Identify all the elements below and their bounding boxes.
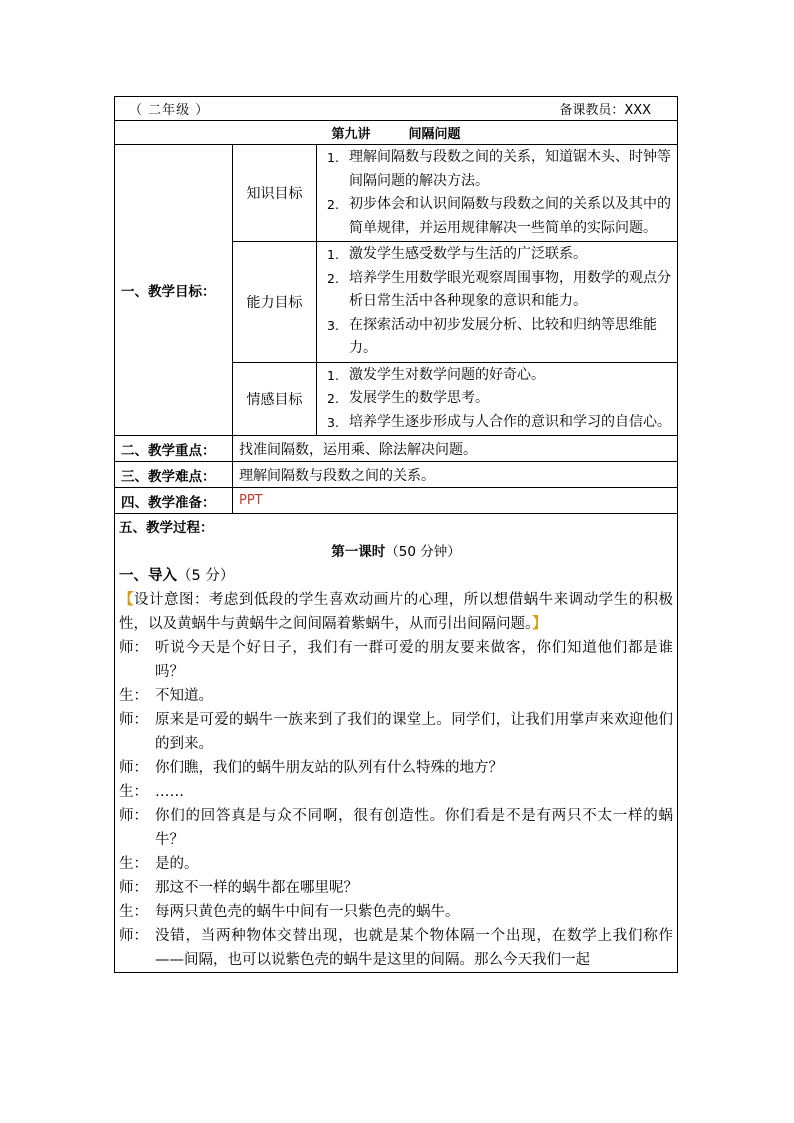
list-item: 1. 激发学生感受数学与生活的广泛联系。: [327, 246, 587, 262]
lesson-period: 第一课时: [331, 544, 386, 560]
list-item: 3. 培养学生逐步形成与人合作的意识和学习的自信心。: [327, 413, 671, 430]
goal-row-knowledge: [115, 145, 678, 242]
key-point-label: 二、教学重点：: [115, 436, 233, 462]
dialogue-line: [119, 684, 673, 708]
dialogue-text: 不知道。: [155, 688, 213, 704]
dialogue-line: [119, 900, 673, 924]
dialogue-line: [119, 780, 673, 804]
process-label: 五、教学过程：: [119, 520, 214, 536]
difficulty-label: 三、教学难点：: [115, 462, 233, 488]
speaker-label: 师：: [119, 928, 148, 944]
speaker-label: 师：: [119, 760, 148, 776]
list-item: 3. 在探索活动中初步发展分析、比较和归纳等思维能力。: [327, 316, 657, 356]
knowledge-goal-cell: [317, 145, 678, 242]
list-item: 2. 发展学生的数学思考。: [327, 390, 489, 406]
grade-label: （ 二年级 ）: [129, 103, 210, 118]
title-row: [115, 121, 678, 145]
design-intent-text: 设计意图：考虑到低段的学生喜欢动画片的心理，所以想借蜗牛来调动学生的积极性，以及黄蜗牛与黄蜗牛之间间隔着紫蜗牛，从而引出间隔问题。: [119, 592, 674, 632]
speaker-label: 师：: [119, 712, 148, 728]
key-point-row: [115, 436, 678, 462]
preparation-value: PPT: [233, 488, 678, 514]
dialogue-list: [119, 636, 673, 972]
emotion-goal-label: 情感目标: [233, 362, 317, 436]
list-item: 2. 培养学生用数学眼光观察周围事物，用数学的观点分析日常生活中各种现象的意识和能力。: [327, 269, 671, 309]
dialogue-line: [119, 708, 673, 756]
key-point-value: 找准间隔数，运用乘、除法解决问题。: [233, 436, 678, 462]
teacher-label: 备课教员：XXX: [559, 103, 652, 118]
dialogue-text: 你们的回答真是与众不同啊，很有创造性。你们看是不是有两只不太一样的蜗牛？: [155, 808, 674, 848]
dialogue-line: [119, 852, 673, 876]
section-label: 一、导入: [119, 568, 177, 584]
dialogue-line: [119, 924, 673, 972]
dialogue-text: 那这不一样的蜗牛都在哪里呢？: [155, 880, 358, 896]
speaker-label: 师：: [119, 640, 148, 656]
difficulty-value: 理解间隔数与段数之间的关系。: [233, 462, 678, 488]
ability-goal-list: [317, 242, 677, 362]
speaker-label: 生：: [119, 784, 148, 800]
lesson-period-title: [119, 540, 673, 564]
header-row: [115, 97, 678, 121]
list-item: 1. 激发学生对数学问题的好奇心。: [327, 366, 545, 383]
list-item: 2. 初步体会和认识间隔数与段数之间的关系以及其中的简单规律，并运用规律解决一些简单的实际问题。: [327, 196, 671, 236]
lecture-topic: 间隔问题: [408, 127, 461, 142]
knowledge-goal-list: [317, 145, 677, 241]
ability-goal-cell: [317, 242, 678, 363]
lesson-plan-page: [114, 96, 677, 973]
dialogue-text: 没错，当两种物体交替出现，也就是某个物体隔一个出现，在数学上我们称作——间隔，也可以说紫色壳的蜗牛是这里的间隔。那么今天我们一起: [155, 928, 674, 968]
preparation-label: 四、教学准备：: [115, 488, 233, 514]
dialogue-text: 是的。: [155, 856, 199, 872]
lecture-number: 第九讲: [331, 127, 371, 142]
dialogue-text: 原来是可爱的蜗牛一族来到了我们的课堂上。同学们，让我们用掌声来欢迎他们的到来。: [155, 712, 674, 752]
dialogue-line: [119, 804, 673, 852]
speaker-label: 师：: [119, 880, 148, 896]
dialogue-line: [119, 876, 673, 900]
speaker-label: 生：: [119, 904, 148, 920]
section-heading: [119, 564, 673, 588]
dialogue-line: [119, 636, 673, 684]
goals-label: 一、教学目标：: [115, 145, 233, 436]
dialogue-text: ……: [155, 784, 184, 800]
ability-goal-label: 能力目标: [233, 242, 317, 363]
design-intent: [119, 588, 673, 636]
speaker-label: 生：: [119, 688, 148, 704]
emotion-goal-list: [317, 363, 677, 436]
dialogue-text: 每两只黄色壳的蜗牛中间有一只紫色壳的蜗牛。: [155, 904, 460, 920]
dialogue-line: [119, 756, 673, 780]
preparation-row: [115, 488, 678, 514]
lesson-title: [115, 121, 678, 145]
speaker-label: 师：: [119, 808, 148, 824]
dialogue-text: 听说今天是个好日子，我们有一群可爱的朋友要来做客，你们知道他们都是谁吗？: [155, 640, 674, 680]
lesson-duration: （50 分钟）: [385, 544, 461, 560]
difficulty-row: [115, 462, 678, 488]
design-bracket-open: 【: [119, 592, 134, 608]
emotion-goal-cell: [317, 362, 678, 436]
design-bracket-close: 】: [532, 616, 547, 632]
process-cell: [115, 514, 678, 973]
list-item: 1. 理解间隔数与段数之间的关系，知道锯木头、时钟等间隔问题的解决方法。: [327, 149, 671, 189]
lesson-plan-table: [114, 96, 678, 973]
speaker-label: 生：: [119, 856, 148, 872]
dialogue-text: 你们瞧，我们的蜗牛朋友站的队列有什么特殊的地方？: [155, 760, 503, 776]
process-row: [115, 514, 678, 973]
knowledge-goal-label: 知识目标: [233, 145, 317, 242]
section-duration: （5 分）: [177, 568, 235, 584]
